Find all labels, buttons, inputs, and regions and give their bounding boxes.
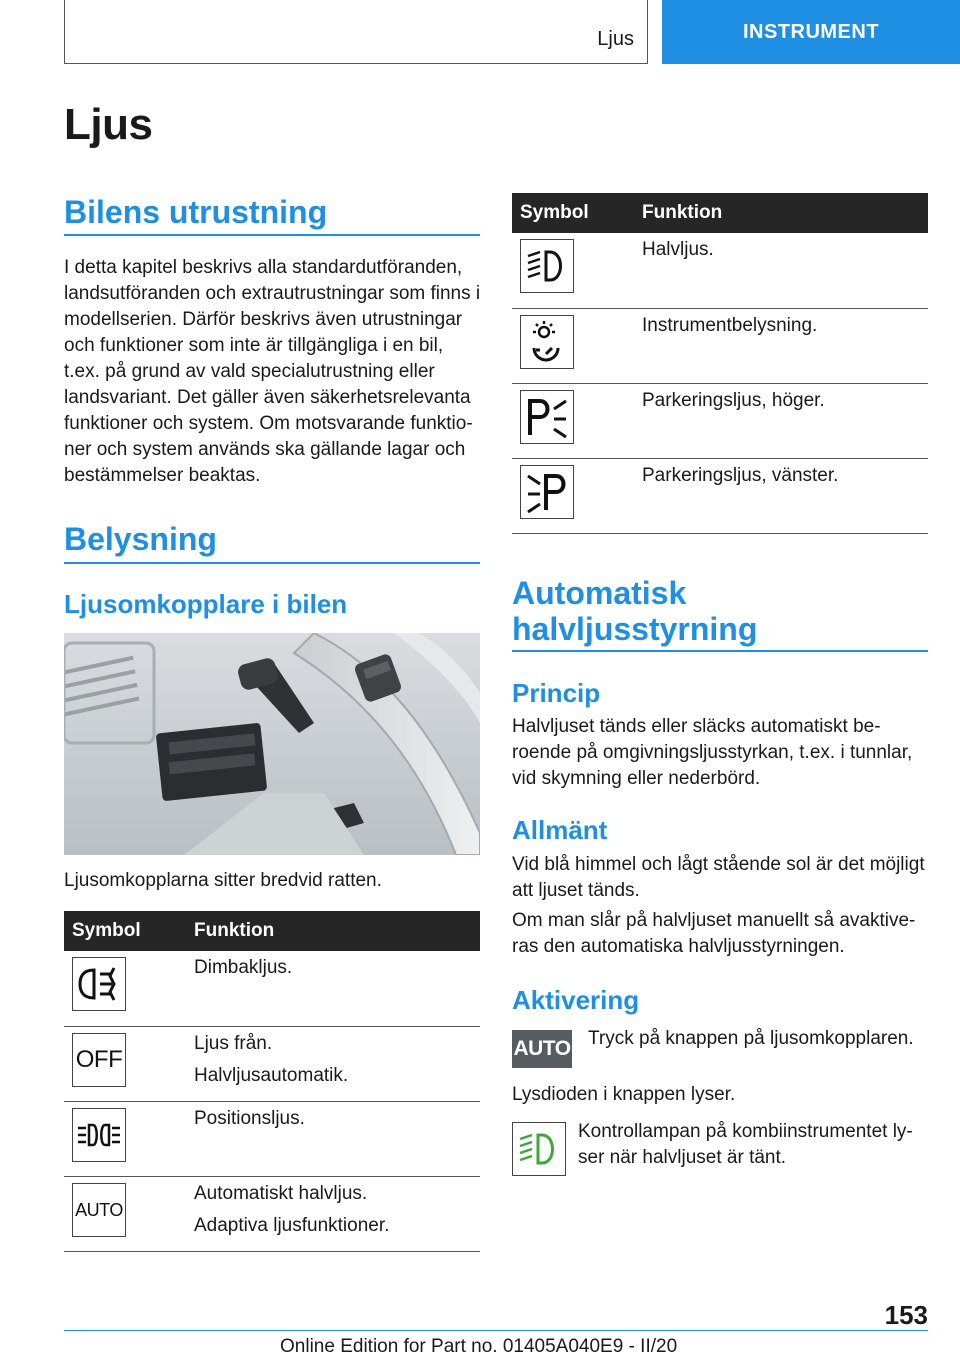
table-row [64, 1176, 480, 1251]
light-switch-photo [64, 633, 480, 855]
low-beam-indicator-icon [512, 1122, 566, 1176]
principle-body: Halvljuset tänds eller släcks automatiskt be-roende på omgivningsljusstyrkan, t.ex. i tunnlar, vid skymning eller nederbörd. [512, 716, 913, 789]
lamp-text: Kontrollampan på kombiinstrumentet ly-ser när halvljuset är tänt. [578, 1121, 913, 1168]
subheading-light-switch: Ljusomkopplare i bilen [64, 589, 348, 619]
table-row [512, 383, 928, 458]
heading-rule [64, 234, 480, 236]
subheading-activation: Aktivering [512, 985, 640, 1015]
row-function-text: Ljus från. Halvljusautomatik. [186, 1026, 480, 1101]
col-function: Funktion [186, 911, 480, 951]
row-function-text: Parkeringsljus, vänster. [634, 458, 928, 533]
table-row [64, 1026, 480, 1101]
general-body-1: Vid blå himmel och lågt stående sol är det möjligt att ljuset tänds. [512, 854, 925, 901]
heading-rule [64, 562, 480, 564]
page-number: 153 [884, 1300, 928, 1330]
heading-equipment: Bilens utrustning [64, 194, 328, 230]
symbol-table-left [64, 911, 480, 1252]
row-function-text: Halvljus. [634, 233, 928, 308]
col-symbol: Symbol [512, 193, 634, 233]
led-text: Lysdioden i knappen lyser. [512, 1084, 736, 1105]
equipment-body: I detta kapitel beskrivs alla standardutföranden, landsutföranden och extrautrustningar som finns i modellserien. Därför beskrivs även utrustningar och funktioner som inte är tillgängliga i en bil, t.ex. på grund av vald specialutrustning eller landsvariant. Det gäller även säkerhetsrelevanta funktioner och system. Om motsvarande funktio-ner och system används ska gällande lagar och bestämmelser beaktas. [64, 257, 481, 486]
header-tab-instrument[interactable]: INSTRUMENT [662, 0, 960, 64]
footer-rule [64, 1330, 928, 1331]
heading-auto-low-beam: Automatisk halvljusstyrning [512, 575, 758, 647]
col-function: Funktion [634, 193, 928, 233]
heading-rule [512, 650, 928, 652]
row-function-text: Positionsljus. [186, 1101, 480, 1176]
auto-icon: AUTO [72, 1183, 126, 1237]
row-function-text: Dimbakljus. [186, 951, 480, 1026]
photo-caption: Ljusomkopplarna sitter bredvid ratten. [64, 870, 382, 891]
fog-light-icon [72, 957, 126, 1011]
page-title: Ljus [64, 100, 153, 149]
heading-lighting: Belysning [64, 521, 217, 557]
subheading-general: Allmänt [512, 815, 608, 845]
activation-step: Tryck på knappen på ljusomkopplaren. [588, 1028, 914, 1049]
row-function-text: Instrumentbelysning. [634, 308, 928, 383]
col-symbol: Symbol [64, 911, 186, 951]
auto-button-icon: AUTO [512, 1030, 572, 1068]
parking-light-right-icon [520, 390, 574, 444]
parking-light-left-icon [520, 465, 574, 519]
instrument-lighting-icon [520, 315, 574, 369]
row-function-text: Automatiskt halvljus. Adaptiva ljusfunktioner. [186, 1176, 480, 1251]
table-row [64, 1101, 480, 1176]
position-light-icon [72, 1108, 126, 1162]
row-function-text: Parkeringsljus, höger. [634, 383, 928, 458]
low-beam-icon [520, 239, 574, 293]
table-row [512, 308, 928, 383]
subheading-principle: Princip [512, 678, 601, 708]
table-row [512, 458, 928, 533]
general-body-2: Om man slår på halvljuset manuellt så avaktive-ras den automatiska halvljusstyrningen. [512, 910, 916, 957]
table-row [512, 233, 928, 308]
header-frame [64, 0, 648, 64]
table-row [64, 951, 480, 1026]
symbol-table-right [512, 193, 928, 534]
footer-edition: Online Edition for Part no. 01405A040E9 - II/20 [280, 1336, 678, 1357]
header-section-title: Ljus [597, 28, 634, 50]
off-icon: OFF [72, 1033, 126, 1087]
